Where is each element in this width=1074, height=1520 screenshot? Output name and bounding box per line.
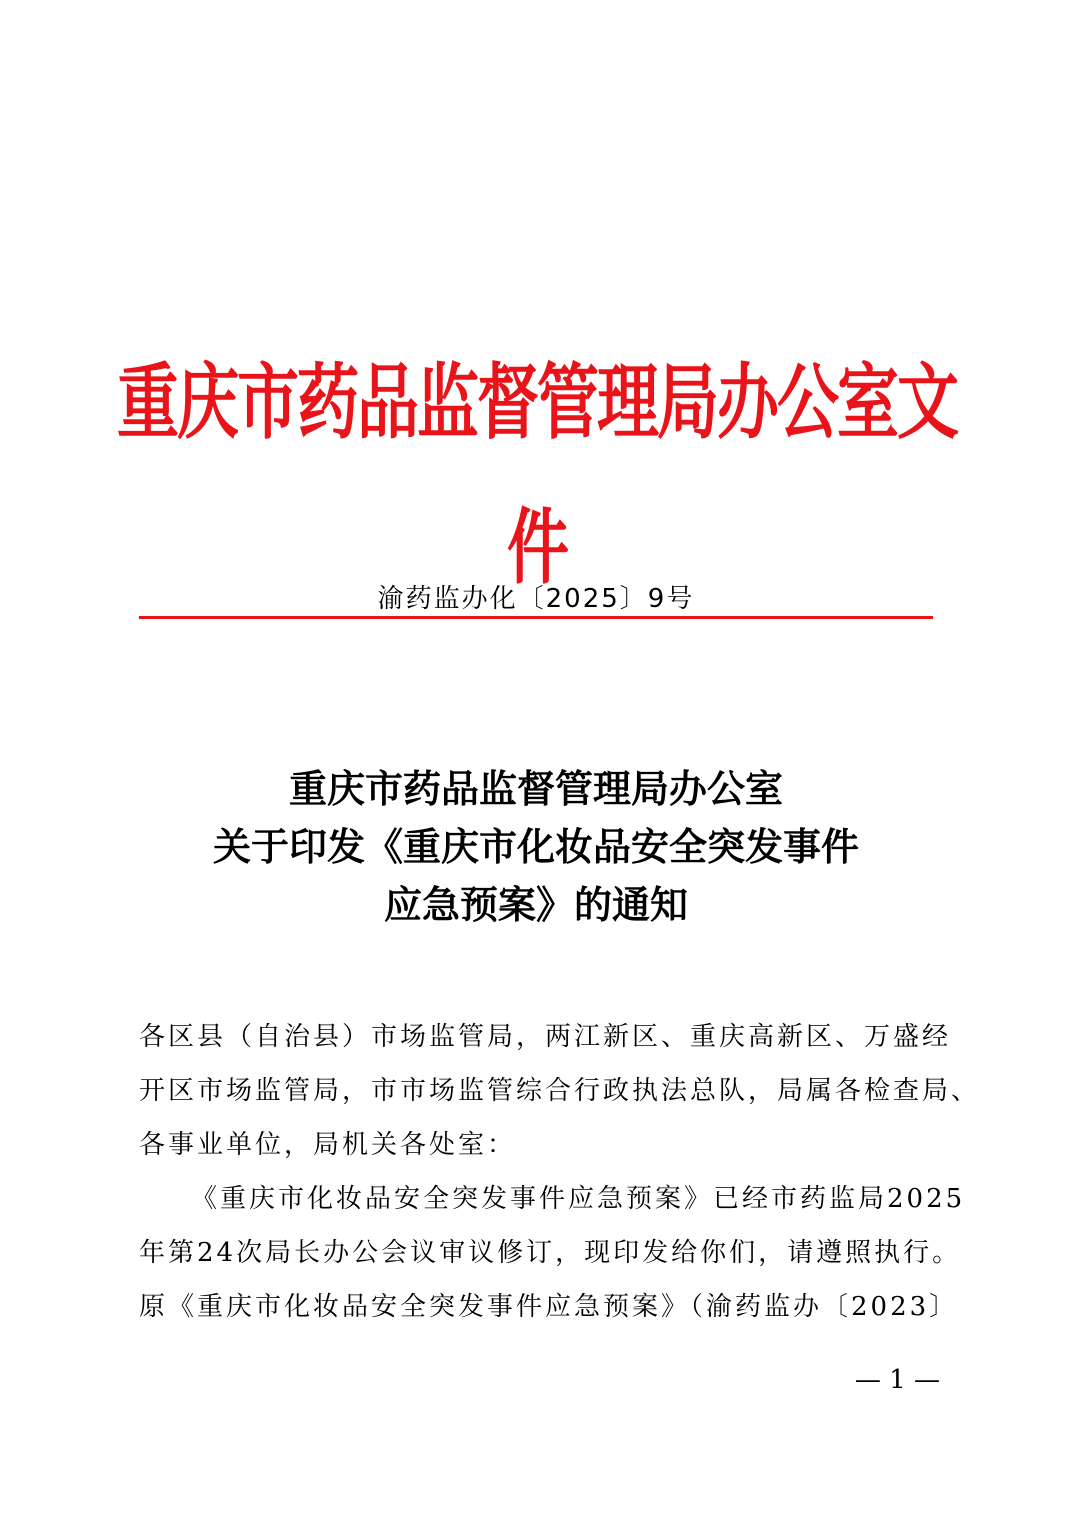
addressee-line-2: 开区市场监管局，市市场监管综合行政执法总队，局属各检查局、 [139,1076,981,1106]
title-line-3: 应急预案》的通知 [383,882,688,927]
title-line-1: 重庆市药品监督管理局办公室 [288,766,783,811]
notice-body [139,1010,981,1334]
notice-title [139,760,933,934]
document-number: 渝药监办化〔2025〕9号 [377,584,695,614]
masthead-title: 重庆市药品监督管理局办公室文件 [116,353,957,596]
paragraph-line-2: 年第24次局长办公会议审议修订，现印发给你们，请遵照执行。 [139,1238,962,1268]
addressee-line-1: 各区县（自治县）市场监管局，两江新区、重庆高新区、万盛经 [139,1022,952,1052]
page-number: — 1 — [854,1365,940,1395]
addressee-line-3: 各事业单位，局机关各处室： [139,1130,517,1160]
title-line-2: 关于印发《重庆市化妆品安全突发事件 [212,824,859,869]
paragraph-line-3: 原《重庆市化妆品安全突发事件应急预案》（渝药监办〔2023〕 [139,1292,959,1322]
red-divider-line [139,616,933,619]
paragraph-line-1: 《重庆市化妆品安全突发事件应急预案》已经市药监局2025 [191,1184,966,1214]
